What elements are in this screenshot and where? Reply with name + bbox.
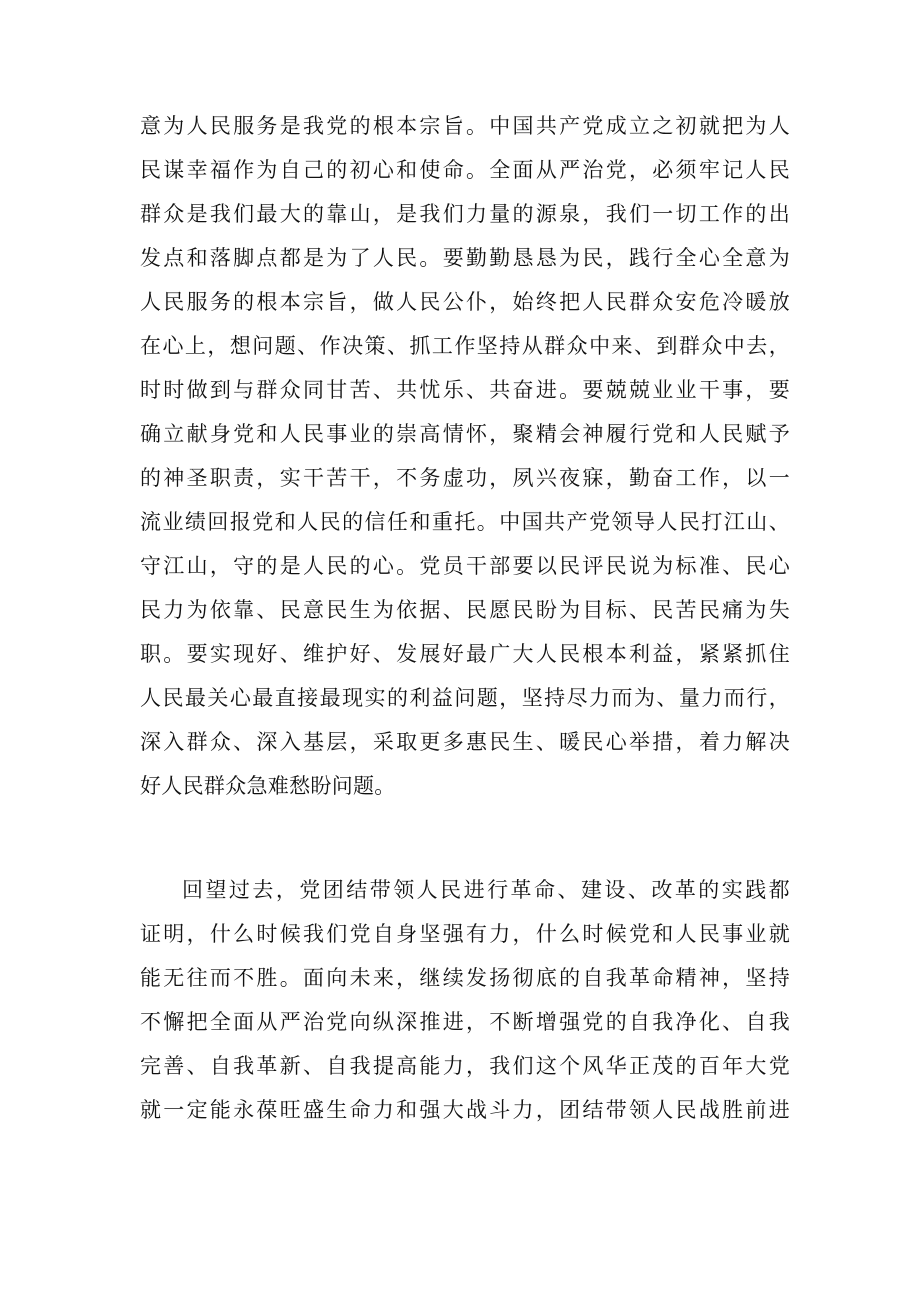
text-line: 能无往而不胜。面向未来，继续发扬彻底的自我革命精神，坚持 — [140, 966, 790, 990]
text-line: 人民服务的根本宗旨，做人民公仆，始终把人民群众安危冷暖放 — [140, 290, 790, 314]
text-line: 守江山，守的是人民的心。党员干部要以民评民说为标准、民心 — [140, 554, 790, 578]
text-line: 证明，什么时候我们党自身坚强有力，什么时候党和人民事业就 — [140, 922, 790, 946]
text-line: 发点和落脚点都是为了人民。要勤勤恳恳为民，践行全心全意为 — [140, 246, 790, 270]
text-line: 人民最关心最直接最现实的利益问题，坚持尽力而为、量力而行， — [140, 686, 790, 710]
paragraph-2 — [140, 868, 790, 1132]
text-line: 民谋幸福作为自己的初心和使命。全面从严治党，必须牢记人民 — [140, 158, 790, 182]
text-line: 职。要实现好、维护好、发展好最广大人民根本利益，紧紧抓住 — [140, 642, 790, 666]
text-line: 意为人民服务是我党的根本宗旨。中国共产党成立之初就把为人 — [140, 114, 790, 138]
text-line: 的神圣职责，实干苦干，不务虚功，夙兴夜寐，勤奋工作，以一 — [140, 466, 790, 490]
text-line: 民力为依靠、民意民生为依据、民愿民盼为目标、民苦民痛为失 — [140, 598, 790, 622]
text-line: 时时做到与群众同甘苦、共忧乐、共奋进。要兢兢业业干事，要 — [140, 378, 790, 402]
text-line: 在心上，想问题、作决策、抓工作坚持从群众中来、到群众中去， — [140, 334, 790, 358]
text-line: 不懈把全面从严治党向纵深推进，不断增强党的自我净化、自我 — [140, 1010, 790, 1034]
text-line: 深入群众、深入基层，采取更多惠民生、暖民心举措，着力解决 — [140, 730, 790, 754]
text-line: 流业绩回报党和人民的信任和重托。中国共产党领导人民打江山、 — [140, 510, 790, 534]
text-line: 就一定能永葆旺盛生命力和强大战斗力，团结带领人民战胜前进 — [140, 1098, 790, 1122]
text-line: 群众是我们最大的靠山，是我们力量的源泉，我们一切工作的出 — [140, 202, 790, 226]
text-line: 确立献身党和人民事业的崇高情怀，聚精会神履行党和人民赋予 — [140, 422, 790, 446]
text-line: 好人民群众急难愁盼问题。 — [140, 774, 396, 798]
text-line: 完善、自我革新、自我提高能力，我们这个风华正茂的百年大党 — [140, 1054, 790, 1078]
paragraph-1 — [140, 104, 790, 808]
text-line: 回望过去，党团结带领人民进行革命、建设、改革的实践都 — [182, 878, 790, 902]
